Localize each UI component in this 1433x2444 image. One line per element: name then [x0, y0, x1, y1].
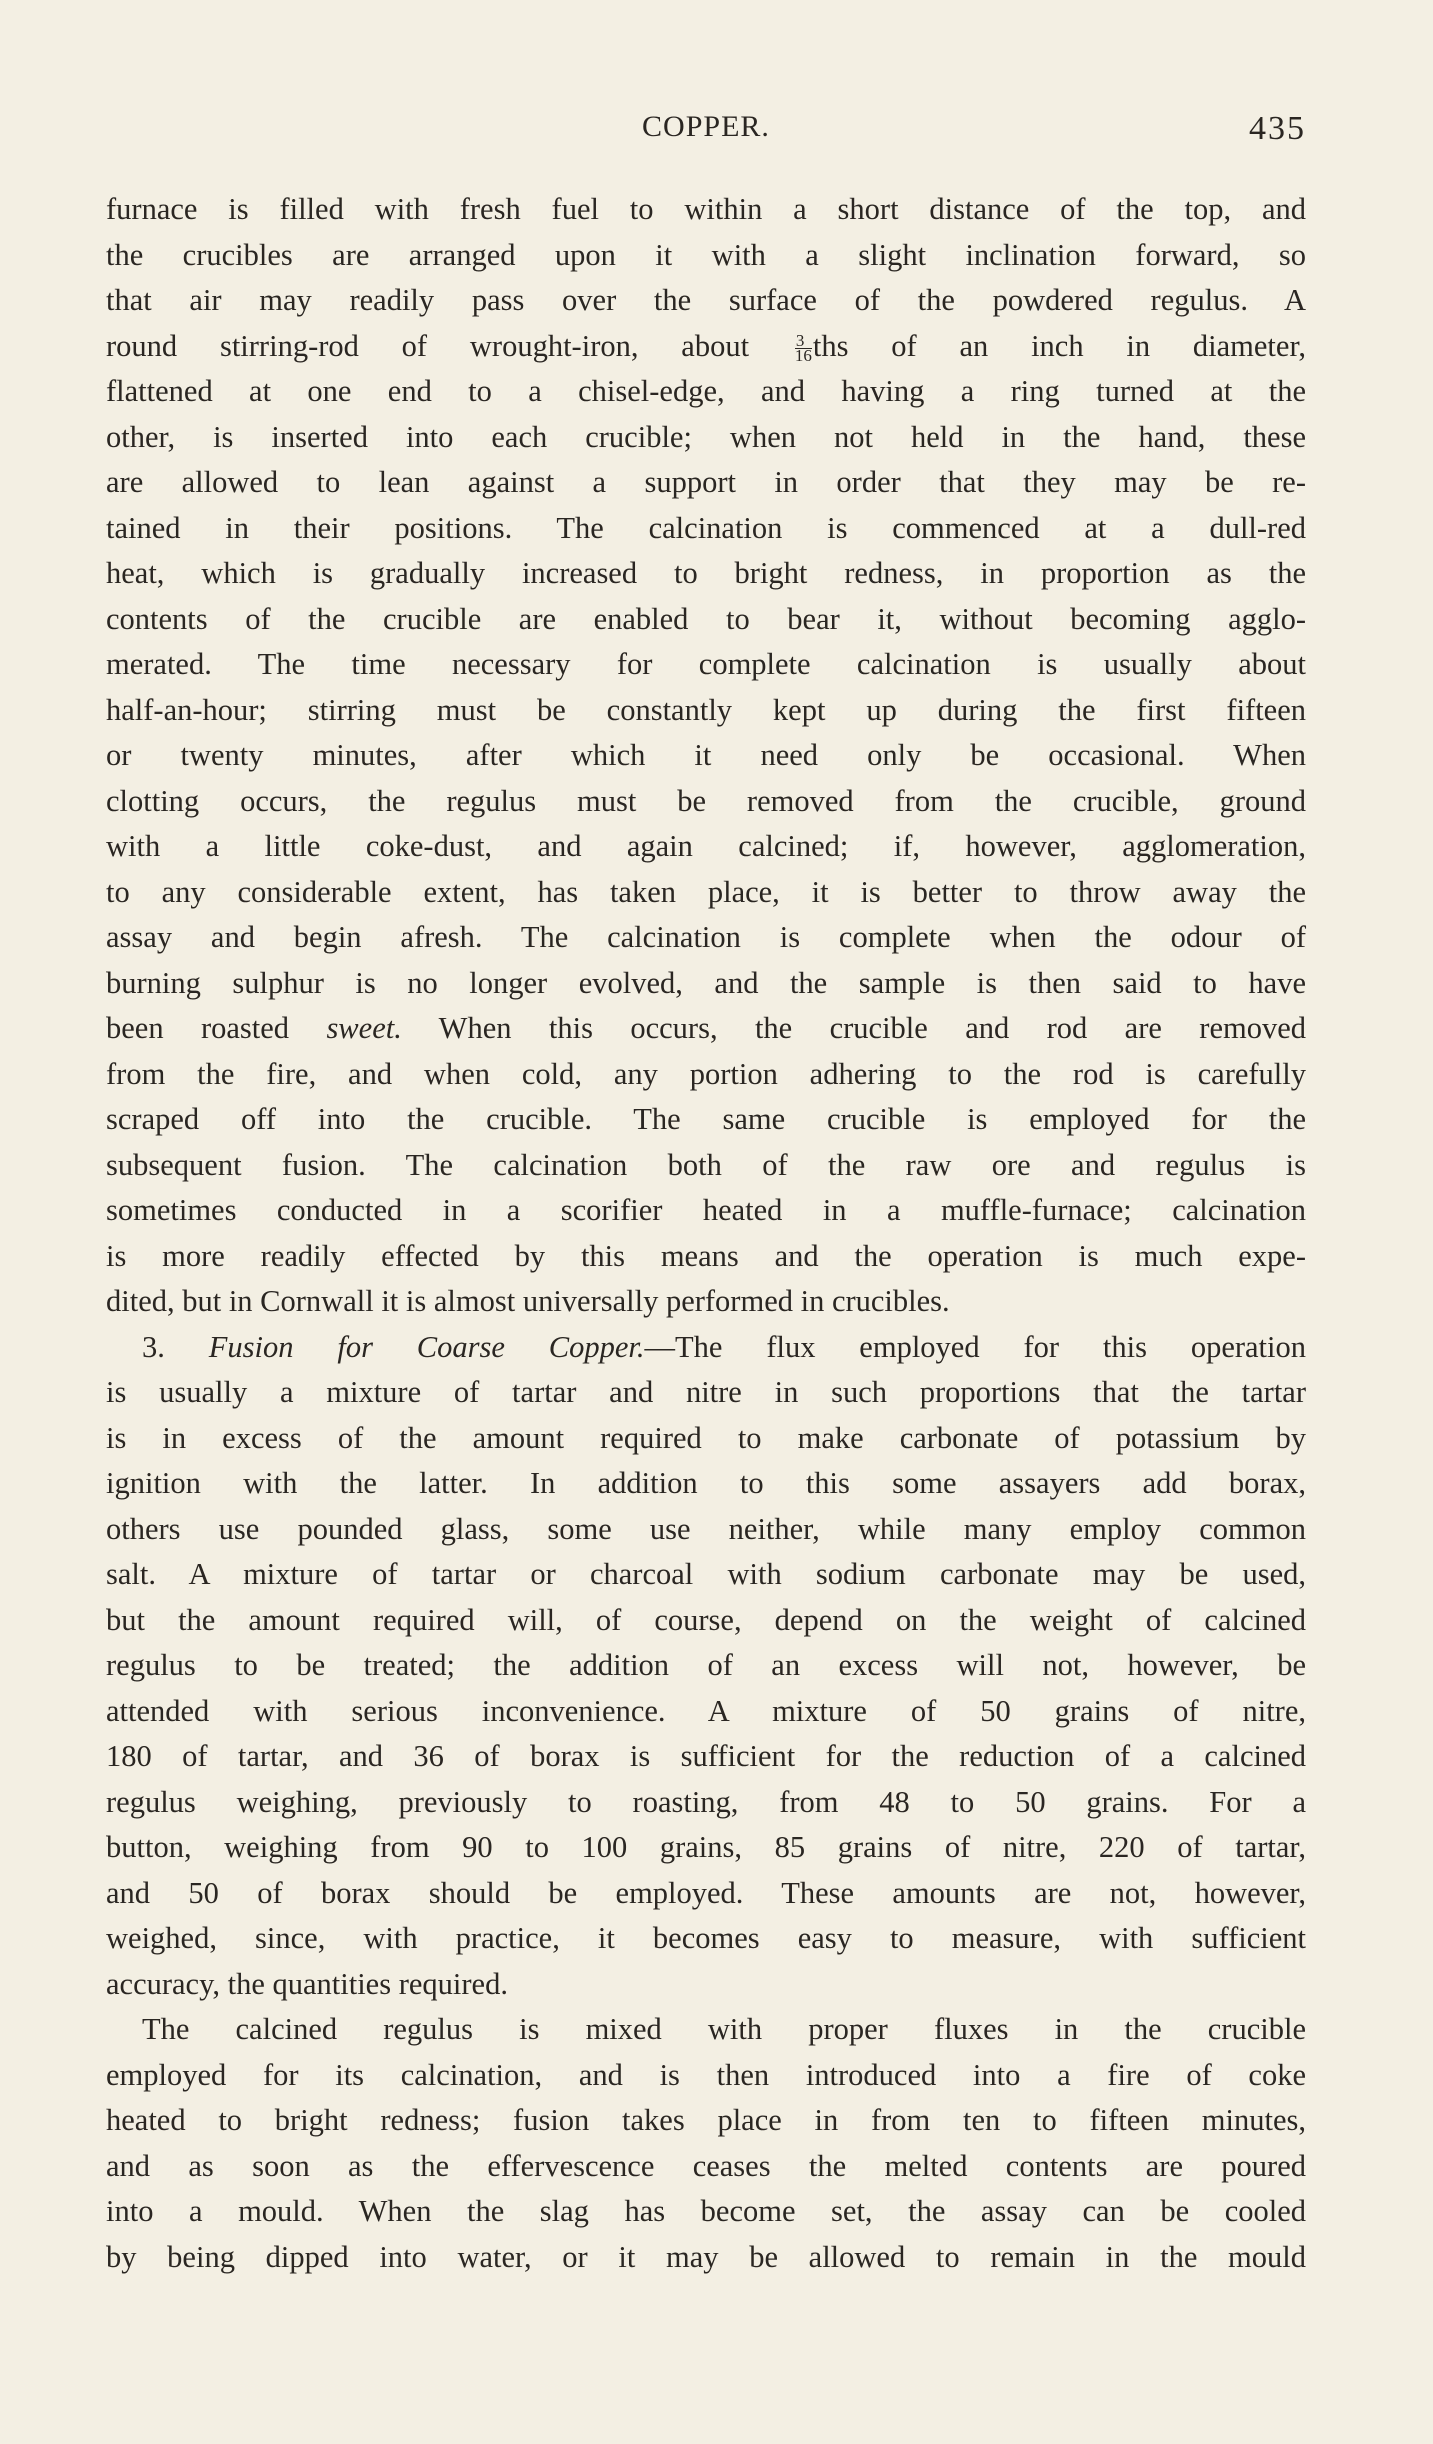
text-line: is in excess of the amount required to make carbonate of potassium by	[106, 1420, 1306, 1455]
text-line	[106, 1325, 1306, 1371]
text-line: flattened at one end to a chisel-edge, and having a ring turned at the	[106, 374, 1306, 408]
text-line: is more readily effected by this means and the operation is much expe-	[106, 1238, 1306, 1273]
text-line: and as soon as the effervescence ceases the melted contents are poured	[106, 2148, 1306, 2183]
text-line: and 50 of borax should be employed. These amounts are not, however,	[106, 1875, 1306, 1910]
section-heading: Fusion for Coarse Copper.	[208, 1329, 645, 1364]
text-line: employed for its calcination, and is then introduced into a fire of coke	[106, 2057, 1306, 2092]
text-line	[106, 1006, 1306, 1052]
fraction-denominator: 16	[794, 346, 812, 365]
text-line: 180 of tartar, and 36 of borax is sufficient for the reduction of a calcined	[106, 1739, 1306, 1773]
text-line: assay and begin afresh. The calcination is complete when the odour of	[106, 920, 1306, 954]
text-segment: ths of an inch in diameter,	[812, 328, 1307, 363]
text-segment: —The flux employed for this operation	[644, 1329, 1306, 1364]
text-line	[106, 324, 1306, 370]
text-line: sometimes conducted in a scorifier heated in a muffle-furnace; calcination	[106, 1193, 1306, 1227]
text-line: subsequent fusion. The calcination both of the raw ore and regulus is	[106, 1147, 1306, 1182]
text-line: regulus weighing, previously to roasting, from 48 to 50 grains. For a	[106, 1784, 1306, 1819]
text-line: the crucibles are arranged upon it with a slight inclination forward, so	[106, 237, 1306, 272]
text-line: other, is inserted into each crucible; when not held in the hand, these	[106, 419, 1306, 454]
text-line: or twenty minutes, after which it need only be occasional. When	[106, 738, 1306, 772]
text-segment: When this occurs, the crucible and rod are removed	[438, 1011, 1307, 1045]
text-line: tained in their positions. The calcination is commenced at a dull-red	[106, 510, 1306, 545]
text-line: others use pounded glass, some use neither, while many employ common	[106, 1511, 1306, 1546]
text-line: half-an-hour; stirring must be constantly kept up during the first fifteen	[106, 692, 1306, 727]
text-line: contents of the crucible are enabled to bear it, without becoming agglo-	[106, 601, 1306, 636]
text-line: clotting occurs, the regulus must be removed from the crucible, ground	[106, 783, 1306, 818]
text-line: accuracy, the quantities required.	[106, 1966, 508, 2001]
running-head	[106, 110, 1306, 160]
page-number: 435	[1249, 110, 1306, 147]
running-title: COPPER.	[642, 110, 770, 143]
text-line: weighed, since, with practice, it becomes easy to measure, with sufficient	[106, 1921, 1306, 1955]
text-line: scraped off into the crucible. The same crucible is employed for the	[106, 1102, 1306, 1136]
text-line: dited, but in Cornwall it is almost universally performed in crucibles.	[106, 1284, 950, 1318]
text-segment: round stirring-rod of wrought-iron, about	[106, 328, 750, 363]
text-line: heated to bright redness; fusion takes place in from ten to fifteen minutes,	[106, 2103, 1306, 2137]
text-line: furnace is filled with fresh fuel to within a short distance of the top, and	[106, 192, 1306, 226]
text-line: attended with serious inconvenience. A mixture of 50 grains of nitre,	[106, 1693, 1306, 1728]
text-line: are allowed to lean against a support in order that they may be re-	[106, 465, 1306, 499]
text-line: by being dipped into water, or it may be allowed to remain in the mould	[106, 2239, 1306, 2274]
body-text	[106, 187, 1306, 2280]
text-line: is usually a mixture of tartar and nitre in such proportions that the tartar	[106, 1375, 1306, 1409]
text-line: into a mould. When the slag has become set, the assay can be cooled	[106, 2194, 1306, 2228]
text-line: but the amount required will, of course, depend on the weight of calcined	[106, 1602, 1306, 1637]
italic-term: sweet.	[326, 1011, 402, 1045]
text-line: The calcined regulus is mixed with proper fluxes in the crucible	[142, 2012, 1306, 2046]
section-number: 3.	[142, 1329, 165, 1364]
text-line: salt. A mixture of tartar or charcoal with sodium carbonate may be used,	[106, 1557, 1306, 1591]
fraction-numerator: 3	[795, 334, 812, 349]
text-line: merated. The time necessary for complete calcination is usually about	[106, 647, 1306, 681]
text-line: with a little coke-dust, and again calcined; if, however, agglomeration,	[106, 829, 1306, 863]
text-line: from the fire, and when cold, any portion adhering to the rod is carefully	[106, 1056, 1306, 1091]
text-segment: been roasted	[106, 1011, 290, 1045]
text-line: button, weighing from 90 to 100 grains, 85 grains of nitre, 220 of tartar,	[106, 1830, 1306, 1864]
text-line: regulus to be treated; the addition of an excess will not, however, be	[106, 1648, 1306, 1682]
text-line: that air may readily pass over the surface of the powdered regulus. A	[106, 283, 1306, 317]
text-line: heat, which is gradually increased to bright redness, in proportion as the	[106, 556, 1306, 590]
text-line: to any considerable extent, has taken place, it is better to throw away the	[106, 874, 1306, 909]
fraction	[794, 331, 812, 365]
text-line: burning sulphur is no longer evolved, and the sample is then said to have	[106, 965, 1306, 1000]
text-line: ignition with the latter. In addition to this some assayers add borax,	[106, 1466, 1306, 1500]
